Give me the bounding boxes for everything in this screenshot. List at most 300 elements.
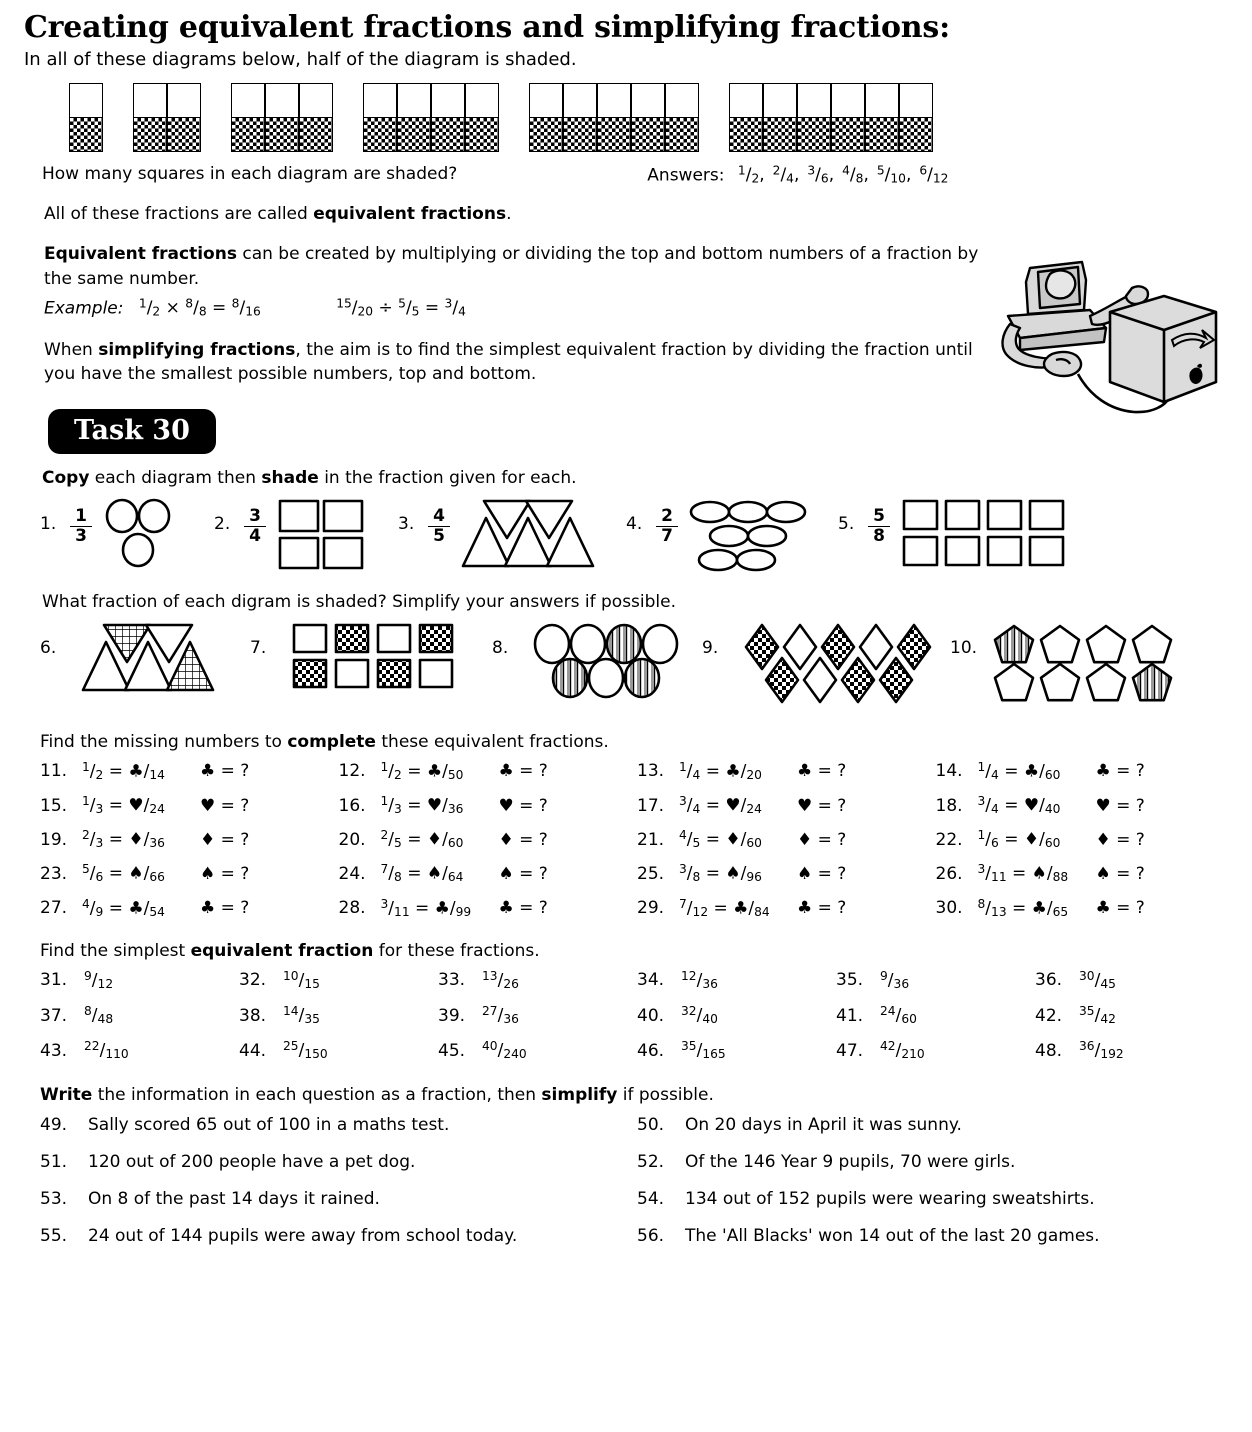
simplify-item: [438, 969, 637, 991]
question-number: 46.: [637, 1040, 665, 1061]
question-number: 48.: [1035, 1040, 1063, 1061]
equivalent-heading: [40, 732, 1234, 752]
worksheet-page: [0, 10, 1252, 1432]
eq-heading-bold: complete: [287, 731, 376, 752]
bar-cell-unshaded: [431, 83, 465, 118]
word-problems-grid: [40, 1115, 1234, 1246]
word-problem-text: Of the 146 Year 9 pupils, 70 were girls.: [685, 1152, 1016, 1173]
simplifying-fractions-note: [44, 338, 994, 387]
question-number: 26.: [935, 863, 963, 884]
bar-column: [764, 84, 798, 152]
word-problems-heading: [40, 1085, 1234, 1105]
equivalent-fractions-rule: [44, 242, 994, 321]
equation-unknown-query: ♠ = ?: [498, 863, 548, 884]
simplify-fraction: $^{22}/_{110}$: [84, 1039, 129, 1062]
question-shape-group: [102, 498, 180, 570]
equation-unknown-query: ♠ = ?: [797, 863, 847, 884]
question-shape-group: [290, 622, 466, 692]
question-number: 29.: [637, 898, 665, 919]
simplify-item: [239, 969, 438, 991]
simplify-fraction: $^9/_{12}$: [84, 968, 114, 992]
question-number: 41.: [836, 1005, 864, 1026]
half-shaded-bar-diagrams: [70, 84, 1234, 152]
question-number: 35.: [836, 970, 864, 991]
bar-cell-unshaded: [831, 83, 865, 118]
simplify-fraction: $^{10}/_{15}$: [283, 968, 320, 992]
simplify-heading: [40, 941, 1234, 961]
question-number: 52.: [637, 1152, 665, 1173]
question-fraction: [428, 498, 450, 546]
equivalent-fraction-item: [339, 862, 638, 884]
equivalent-fraction-item: [339, 897, 638, 919]
question-number: 12.: [338, 761, 366, 782]
bar-cell-unshaded: [631, 83, 665, 118]
bar-cell-unshaded: [865, 83, 899, 118]
bar-column: [134, 84, 168, 152]
equation-body: $^8/_{13}$ = $♣/_{65}$: [977, 896, 1069, 919]
fraction-denominator: 3: [70, 526, 92, 546]
equivalent-fraction-item: [936, 897, 1235, 919]
question-fraction: [70, 498, 92, 546]
read-questions-row: [40, 622, 1234, 710]
question-shape-group: [990, 622, 1180, 710]
read-question: [702, 622, 938, 706]
simplify-item: [438, 1039, 637, 1061]
simplify-fraction: $^{40}/_{240}$: [482, 1039, 527, 1062]
example-label: Example:: [44, 298, 124, 319]
bar-cell-shaded: [69, 117, 103, 152]
question-number: 56.: [637, 1226, 665, 1247]
question-number: 49.: [40, 1115, 68, 1136]
question-number: 22.: [935, 829, 963, 850]
equivalent-fractions-grid: [40, 760, 1234, 919]
bar-diagram: [530, 84, 700, 152]
word-problem-text: 120 out of 200 people have a pet dog.: [88, 1152, 416, 1173]
simplify-fraction: $^{36}/_{192}$: [1079, 1039, 1124, 1062]
question-number: 18.: [935, 795, 963, 816]
task-badge: Task 30: [48, 409, 216, 454]
instr-copy-bold: Copy: [42, 467, 90, 488]
shade-question: [626, 498, 814, 574]
bar-cell-shaded: [899, 117, 933, 152]
bar-column: [530, 84, 564, 152]
instr-shade-bold: shade: [261, 467, 319, 488]
word-problem-item: [40, 1189, 637, 1209]
word-problem-text: On 8 of the past 14 days it rained.: [88, 1189, 380, 1210]
question-number: 28.: [338, 898, 366, 919]
shade-question: [40, 498, 180, 570]
equation-body: $^1/_3$ = $♥/_{24}$: [82, 794, 165, 817]
bar-cell-shaded: [431, 117, 465, 152]
question-number: 5.: [838, 513, 855, 534]
bar-column: [632, 84, 666, 152]
equation-body: $^3/_{11}$ = $♠/_{88}$: [977, 862, 1069, 885]
fraction-numerator: 5: [873, 505, 885, 526]
bar-cell-unshaded: [397, 83, 431, 118]
fraction-denominator: 5: [428, 526, 450, 546]
question-number: 15.: [40, 795, 68, 816]
question-number: 40.: [637, 1005, 665, 1026]
simplify-fraction: $^{30}/_{45}$: [1079, 968, 1116, 992]
question-number: 54.: [637, 1189, 665, 1210]
simplify-fraction: $^{25}/_{150}$: [283, 1039, 328, 1062]
read-question: [250, 622, 466, 692]
bar-column: [432, 84, 466, 152]
bar-cell-shaded: [465, 117, 499, 152]
bar-cell-shaded: [529, 117, 563, 152]
page-title: Creating equivalent fractions and simplifying fractions:: [24, 10, 950, 45]
word-problem-text: 134 out of 152 pupils were wearing sweatshirts.: [685, 1189, 1095, 1210]
equation-body: $^4/_9$ = $♣/_{54}$: [82, 896, 165, 919]
bar-cell-shaded: [865, 117, 899, 152]
answer-fraction: $^2/_4$,: [772, 163, 800, 186]
equation-body: $^1/_2$ = $♣/_{14}$: [82, 759, 165, 783]
note-text-b: .: [506, 203, 512, 224]
simplify-item: [40, 969, 239, 991]
question-number: 19.: [40, 829, 68, 850]
bar-cell-shaded: [397, 117, 431, 152]
fraction-denominator: 8: [868, 526, 890, 546]
bar-column: [398, 84, 432, 152]
simplify-fraction: $^9/_{36}$: [880, 968, 910, 992]
equivalent-fraction-item: [936, 794, 1235, 816]
equation-body: $^3/_8$ = $♠/_{96}$: [679, 862, 762, 885]
eq-heading-c: these equivalent fractions.: [375, 731, 609, 752]
bar-cell-unshaded: [563, 83, 597, 118]
bar-cell-shaded: [597, 117, 631, 152]
simplify-item: [637, 1004, 836, 1026]
bar-column: [598, 84, 632, 152]
equivalent-fraction-item: [936, 862, 1235, 884]
question-number: 36.: [1035, 970, 1063, 991]
equation-body: $^1/_4$ = $♣/_{60}$: [977, 759, 1061, 783]
bar-column: [900, 84, 934, 152]
question-fraction: [656, 498, 678, 546]
bar-cell-unshaded: [665, 83, 699, 118]
equivalent-fractions-section: [40, 732, 1234, 919]
equation-body: $^3/_4$ = $♥/_{24}$: [679, 794, 762, 817]
equation-unknown-query: ♦ = ?: [200, 829, 250, 850]
rule-text: can be created by multiplying or dividing the top and bottom numbers of a fraction by the same number.: [44, 244, 979, 290]
bar-diagram: [364, 84, 500, 152]
fraction-numerator: 3: [249, 505, 261, 526]
equation-unknown-query: ♥ = ?: [1095, 795, 1145, 816]
diamond-shaded-diagram: [742, 622, 938, 706]
question-number: 16.: [338, 795, 366, 816]
simplify-fraction: $^{42}/_{210}$: [880, 1039, 925, 1062]
question-number: 11.: [40, 761, 68, 782]
question-shape-group: [742, 622, 938, 706]
question-number: 1.: [40, 513, 57, 534]
fraction-denominator: 4: [244, 526, 266, 546]
fraction-numerator: 2: [661, 505, 673, 526]
equivalent-fraction-item: [40, 760, 339, 782]
equivalent-fraction-item: [40, 897, 339, 919]
equivalent-fraction-item: [637, 794, 936, 816]
equation-unknown-query: ♥ = ?: [797, 795, 847, 816]
question-number: 45.: [438, 1040, 466, 1061]
question-number: 38.: [239, 1005, 267, 1026]
bar-cell-unshaded: [167, 83, 201, 118]
answer-fraction: $^1/_2$,: [737, 163, 765, 186]
bar-cell-shaded: [631, 117, 665, 152]
equation-unknown-query: ♦ = ?: [498, 829, 548, 850]
equation-unknown-query: ♣ = ?: [498, 898, 548, 919]
bar-column: [168, 84, 202, 152]
bar-cell-unshaded: [763, 83, 797, 118]
answer-fraction: $^6/_{12}$: [919, 163, 949, 186]
simplify-fraction: $^{35}/_{165}$: [681, 1039, 726, 1062]
question-shape-group: [276, 498, 368, 570]
simplify-fraction: $^{27}/_{36}$: [482, 1004, 519, 1027]
bar-cell-shaded: [831, 117, 865, 152]
bar-column: [70, 84, 104, 152]
question-number: 39.: [438, 1005, 466, 1026]
triangle-diagram: [460, 498, 600, 570]
equivalent-fraction-item: [339, 794, 638, 816]
question-shape-group: [532, 622, 682, 702]
equation-unknown-query: ♣ = ?: [797, 761, 847, 782]
diagram-question: How many squares in each diagram are shaded?: [42, 163, 458, 184]
bar-column: [832, 84, 866, 152]
rule-bold-lead: Equivalent fractions: [44, 244, 237, 265]
bar-column: [466, 84, 500, 152]
answers-label: Answers:: [647, 165, 725, 186]
question-number: 34.: [637, 970, 665, 991]
equation-unknown-query: ♦ = ?: [797, 829, 847, 850]
question-number: 27.: [40, 898, 68, 919]
circle-diagram: [102, 498, 180, 570]
example-multiply: $^1/_2 \times ^8/_8 = ^8/_{16}$: [138, 296, 261, 319]
question-number: 44.: [239, 1040, 267, 1061]
simplify-item: [1035, 1004, 1234, 1026]
equation-body: $^3/_{11}$ = $♣/_{99}$: [380, 896, 472, 919]
question-number: 17.: [637, 795, 665, 816]
equivalent-fraction-item: [637, 862, 936, 884]
question-number: 20.: [338, 829, 366, 850]
equivalent-fractions-note: [44, 202, 994, 227]
equation-unknown-query: ♣ = ?: [797, 898, 847, 919]
word-problem-text: On 20 days in April it was sunny.: [685, 1115, 962, 1136]
instr-text-1: each diagram then: [89, 467, 262, 488]
question-shape-group: [688, 498, 814, 574]
equation-unknown-query: ♦ = ?: [1095, 829, 1145, 850]
simp-heading-a: Find the simplest: [40, 940, 191, 961]
question-number: 50.: [637, 1115, 665, 1136]
diagram-question-row: [42, 164, 1234, 186]
pentagon-shaded-diagram: [990, 622, 1180, 710]
equation-unknown-query: ♣ = ?: [200, 761, 250, 782]
question-fraction: [868, 498, 890, 546]
word-problem-item: [40, 1152, 637, 1172]
simplify-item: [836, 969, 1035, 991]
question-number: 55.: [40, 1226, 68, 1247]
bar-column: [866, 84, 900, 152]
simplify-fraction: $^8/_{48}$: [84, 1004, 114, 1027]
note-text-a: All of these fractions are called: [44, 203, 314, 224]
equivalent-fraction-item: [339, 828, 638, 850]
question-number: 13.: [637, 761, 665, 782]
simplify-item: [40, 1004, 239, 1026]
simplify-text-b: , the aim is to find the simplest equivalent fraction by dividing the fraction until you have the smallest possible numbers, top and bottom.: [44, 339, 973, 385]
read-question: [950, 622, 1180, 710]
bar-cell-shaded: [299, 117, 333, 152]
question-shape-group: [80, 622, 220, 694]
bar-column: [666, 84, 700, 152]
square-diagram: [276, 498, 368, 570]
shade-question: [398, 498, 600, 570]
answer-fraction: $^4/_8$,: [842, 163, 869, 186]
bar-cell-unshaded: [465, 83, 499, 118]
bar-column: [564, 84, 598, 152]
simplify-item: [836, 1039, 1035, 1061]
word-problem-item: [40, 1115, 637, 1135]
equation-body: $^7/_8$ = $♠/_{64}$: [380, 862, 464, 885]
equivalent-fraction-item: [637, 897, 936, 919]
question-number: 42.: [1035, 1005, 1063, 1026]
simplify-item: [1035, 969, 1234, 991]
question-number: 4.: [626, 513, 643, 534]
question-number: 9.: [702, 637, 719, 658]
bar-cell-shaded: [167, 117, 201, 152]
simplify-grid: [40, 969, 1234, 1062]
bar-cell-shaded: [133, 117, 167, 152]
wp-heading-bold-simplify: simplify: [541, 1085, 618, 1106]
diagram-answers: [647, 164, 948, 186]
shade-question: [214, 498, 368, 570]
bar-diagram: [730, 84, 934, 152]
simplify-item: [637, 1039, 836, 1061]
simplify-fraction: $^{14}/_{35}$: [283, 1004, 320, 1027]
question-number: 7.: [250, 637, 267, 658]
equivalent-fraction-item: [936, 760, 1235, 782]
question-number: 31.: [40, 970, 68, 991]
equation-body: $^4/_5$ = $♦/_{60}$: [679, 828, 762, 851]
wp-heading-b: the information in each question as a fraction, then: [92, 1085, 542, 1106]
bar-cell-unshaded: [597, 83, 631, 118]
equation-unknown-query: ♠ = ?: [1095, 863, 1145, 884]
equation-body: $^1/_2$ = $♣/_{50}$: [380, 759, 464, 783]
question-number: 2.: [214, 513, 231, 534]
simplify-item: [40, 1039, 239, 1061]
question-number: 10.: [950, 637, 978, 658]
simplify-section: [40, 941, 1234, 1062]
equivalent-fraction-item: [339, 760, 638, 782]
equation-unknown-query: ♣ = ?: [1095, 761, 1145, 782]
question-number: 21.: [637, 829, 665, 850]
simplify-item: [239, 1039, 438, 1061]
simplify-item: [637, 969, 836, 991]
bar-cell-shaded: [231, 117, 265, 152]
read-question: [492, 622, 682, 702]
simplify-item: [239, 1004, 438, 1026]
simp-heading-bold: equivalent fraction: [190, 940, 374, 961]
equation-body: $^3/_4$ = $♥/_{40}$: [977, 794, 1061, 817]
word-problem-item: [637, 1226, 1234, 1246]
equivalent-fraction-item: [40, 862, 339, 884]
question-number: 3.: [398, 513, 415, 534]
answers-fraction-list: [730, 165, 949, 185]
bar-cell-shaded: [729, 117, 763, 152]
bar-diagram: [70, 84, 104, 152]
equation-unknown-query: ♣ = ?: [200, 898, 250, 919]
wp-heading-d: if possible.: [617, 1085, 714, 1106]
bar-cell-shaded: [265, 117, 299, 152]
question-number: 30.: [935, 898, 963, 919]
shade-instruction: [42, 468, 1234, 488]
bar-column: [730, 84, 764, 152]
question-number: 33.: [438, 970, 466, 991]
answer-fraction: $^5/_{10}$,: [876, 163, 912, 186]
simplify-fraction: $^{35}/_{42}$: [1079, 1004, 1116, 1027]
bar-cell-unshaded: [133, 83, 167, 118]
equation-body: $^5/_6$ = $♠/_{66}$: [82, 862, 165, 885]
fraction-numerator: 4: [433, 505, 445, 526]
note-bold-equivalent-fractions: equivalent fractions: [313, 203, 507, 224]
question-number: 8.: [492, 637, 509, 658]
simplify-fraction: $^{24}/_{60}$: [880, 1004, 917, 1027]
bar-cell-unshaded: [899, 83, 933, 118]
read-question: [40, 622, 220, 694]
question-number: 23.: [40, 863, 68, 884]
question-number: 53.: [40, 1189, 68, 1210]
bar-cell-unshaded: [729, 83, 763, 118]
circle-shaded-diagram: [532, 622, 682, 702]
simplify-item: [1035, 1039, 1234, 1061]
simplify-fraction: $^{12}/_{36}$: [681, 968, 718, 992]
bar-cell-shaded: [363, 117, 397, 152]
question-number: 43.: [40, 1040, 68, 1061]
bar-column: [266, 84, 300, 152]
equation-body: $^1/_4$ = $♣/_{20}$: [679, 759, 762, 783]
oval-diagram: [688, 498, 814, 574]
eq-heading-a: Find the missing numbers to: [40, 731, 288, 752]
equation-unknown-query: ♠ = ?: [200, 863, 250, 884]
simplify-item: [836, 1004, 1035, 1026]
bar-cell-unshaded: [231, 83, 265, 118]
computer-clipart: [994, 254, 1230, 434]
question-shape-group: [460, 498, 600, 570]
word-problem-item: [637, 1189, 1234, 1209]
bar-column: [798, 84, 832, 152]
question-number: 51.: [40, 1152, 68, 1173]
equation-unknown-query: ♥ = ?: [498, 795, 548, 816]
equivalent-fraction-item: [936, 828, 1235, 850]
bar-cell-shaded: [763, 117, 797, 152]
answer-fraction: $^3/_6$,: [807, 163, 835, 186]
bar-cell-unshaded: [69, 83, 103, 118]
shade-question: [838, 498, 1076, 568]
equation-body: $^1/_3$ = $♥/_{36}$: [380, 794, 464, 817]
square8-diagram: [900, 498, 1076, 568]
question-number: 24.: [338, 863, 366, 884]
square-shaded-diagram: [290, 622, 466, 692]
simplify-item: [438, 1004, 637, 1026]
equation-body: $^2/_5$ = $♦/_{60}$: [380, 828, 464, 851]
word-problem-text: Sally scored 65 out of 100 in a maths test.: [88, 1115, 450, 1136]
question-shape-group: [900, 498, 1076, 568]
equivalent-fraction-item: [637, 828, 936, 850]
bar-cell-unshaded: [529, 83, 563, 118]
bar-cell-shaded: [563, 117, 597, 152]
bar-column: [364, 84, 398, 152]
word-problem-text: 24 out of 144 pupils were away from school today.: [88, 1226, 518, 1247]
bar-cell-unshaded: [797, 83, 831, 118]
instr-text-2: in the fraction given for each.: [318, 467, 577, 488]
bar-column: [232, 84, 266, 152]
bar-column: [300, 84, 334, 152]
example-divide: $^{15}/_{20} \div ^5/_5 = ^3/_4$: [336, 296, 466, 319]
